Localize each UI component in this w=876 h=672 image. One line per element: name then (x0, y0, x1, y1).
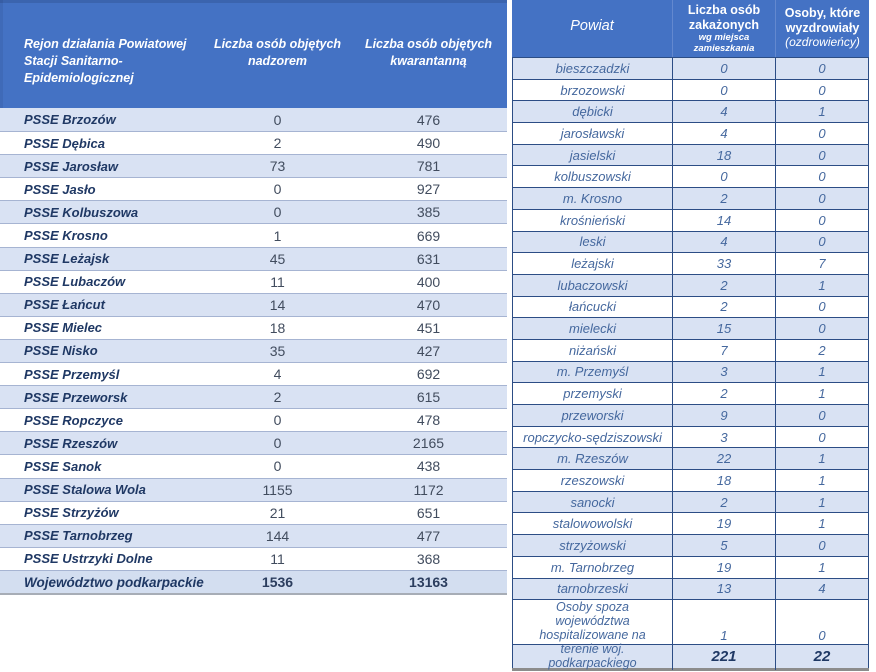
psse-name: PSSE Brzozów (24, 112, 116, 128)
powiat-zakazonych-value: 18 (672, 470, 775, 491)
column-header-rejon: Rejon działania Powiatowej Stacji Sanitarno-Epidemiologicznej (24, 37, 187, 85)
powiat-wyzdrowialy-value: 7 (775, 253, 868, 274)
powiat-wyzdrowialy-value: 2 (775, 340, 868, 361)
powiat-name: strzyżowski (559, 537, 626, 553)
powiat-table-row (513, 447, 868, 469)
powiat-name: m. Krosno (562, 190, 623, 206)
powiat-wyzdrowialy-value: 0 (775, 232, 868, 253)
powiat-name: jasielski (569, 147, 616, 163)
powiat-zakazonych-value: 7 (672, 340, 775, 361)
column-header-wyzdrowialy-sub: (ozdrowieńcy) (785, 35, 860, 49)
psse-nadzor-value: 0 (273, 181, 282, 198)
powiat-table-body (513, 57, 868, 671)
powiat-name: krośnieński (559, 212, 626, 228)
powiat-name: leski (579, 234, 606, 250)
powiat-table-row (513, 231, 868, 253)
powiat-total-wyzdrowialy: 22 (775, 645, 868, 668)
psse-name: PSSE Tarnobrzeg (24, 528, 133, 544)
psse-nadzor-value: 1 (273, 227, 282, 244)
psse-nadzor-value: 45 (269, 250, 286, 267)
powiat-table-row (513, 426, 868, 448)
psse-kwarantanna-value: 2165 (412, 435, 445, 452)
powiat-name: kolbuszowski (554, 169, 631, 185)
powiat-zakazonych-value: 18 (672, 145, 775, 166)
psse-nadzor-value: 2 (273, 389, 282, 406)
powiat-table-row (513, 187, 868, 209)
powiat-zakazonych-value: 3 (672, 362, 775, 383)
psse-table-row (0, 362, 507, 385)
powiat-name: bieszczadzki (555, 60, 630, 76)
psse-table-row (0, 524, 507, 547)
psse-name: PSSE Dębica (24, 135, 105, 151)
powiat-wyzdrowialy-value: 1 (775, 275, 868, 296)
powiat-table-body-wrap (512, 57, 869, 671)
psse-name: PSSE Strzyżów (24, 505, 119, 521)
psse-kwarantanna-value: 651 (416, 504, 441, 521)
psse-table-row (0, 131, 507, 154)
psse-kwarantanna-value: 631 (416, 250, 441, 267)
psse-kwarantanna-value: 669 (416, 227, 441, 244)
powiat-wyzdrowialy-value: 0 (775, 166, 868, 187)
psse-name: PSSE Lubaczów (24, 274, 126, 290)
powiat-total-empty-cell (513, 645, 672, 668)
powiat-wyzdrowialy-value: 1 (775, 448, 868, 469)
psse-nadzor-value: 0 (273, 435, 282, 452)
powiat-zakazonych-value: 5 (672, 535, 775, 556)
psse-name: PSSE Krosno (24, 228, 108, 244)
psse-kwarantanna-value: 477 (416, 527, 441, 544)
powiat-table-row (513, 578, 868, 600)
psse-kwarantanna-value: 368 (416, 550, 441, 567)
powiat-zakazonych-value: 19 (672, 557, 775, 578)
powiat-zakazonych-value: 14 (672, 210, 775, 231)
psse-kwarantanna-value: 385 (416, 204, 441, 221)
powiat-zakazonych-value: 4 (672, 101, 775, 122)
column-header-zakazonych-main: Liczba osób zakażonych (687, 3, 761, 32)
column-header-powiat: Powiat (570, 17, 614, 34)
psse-total-row (0, 570, 507, 594)
psse-nadzor-value: 0 (273, 111, 282, 128)
powiat-zakazonych-value: 0 (672, 58, 775, 79)
powiat-zakazonych-value: 0 (672, 80, 775, 101)
psse-name: PSSE Łańcut (24, 297, 105, 313)
powiat-table-row (513, 165, 868, 187)
powiat-table (512, 0, 869, 671)
powiat-table-row (513, 57, 868, 79)
powiat-name: niżański (569, 342, 616, 358)
psse-nadzor-value: 35 (269, 342, 286, 359)
powiat-name: m. Rzeszów (557, 451, 628, 467)
psse-table-row (0, 547, 507, 570)
psse-nadzor-value: 18 (269, 319, 286, 336)
psse-kwarantanna-value: 438 (416, 458, 441, 475)
powiat-zakazonych-value: 13 (672, 579, 775, 600)
psse-kwarantanna-value: 400 (416, 273, 441, 290)
psse-table-row (0, 454, 507, 477)
psse-nadzor-value: 11 (270, 550, 285, 567)
psse-table-row (0, 223, 507, 246)
psse-table-row (0, 154, 507, 177)
psse-name: PSSE Sanok (24, 458, 102, 474)
powiat-wyzdrowialy-value: 0 (775, 210, 868, 231)
psse-table-row (0, 270, 507, 293)
powiat-table-row (513, 339, 868, 361)
powiat-zakazonych-value: 22 (672, 448, 775, 469)
psse-nadzor-value: 73 (269, 158, 286, 175)
powiat-wyzdrowialy-value: 0 (775, 123, 868, 144)
powiat-table-row (513, 317, 868, 339)
psse-total-label: Województwo podkarpackie (24, 574, 204, 590)
column-header-zakazonych (672, 0, 775, 57)
psse-table-row (0, 108, 507, 131)
powiat-name: rzeszowski (560, 472, 625, 488)
powiat-name: dębicki (572, 104, 613, 120)
psse-nadzor-value: 0 (273, 458, 282, 475)
psse-table-row (0, 316, 507, 339)
psse-name: PSSE Mielec (24, 320, 103, 336)
psse-kwarantanna-value: 470 (416, 296, 441, 313)
powiat-name: lubaczowski (557, 277, 628, 293)
powiat-table-row (513, 122, 868, 144)
powiat-wyzdrowialy-value: 0 (775, 80, 868, 101)
psse-kwarantanna-value: 476 (416, 111, 441, 128)
powiat-wyzdrowialy-value: 0 (775, 318, 868, 339)
powiat-wyzdrowialy-value: 0 (775, 297, 868, 318)
psse-kwarantanna-value: 615 (416, 389, 441, 406)
psse-nadzor-value: 2 (273, 135, 282, 152)
powiat-table-header (512, 0, 869, 57)
powiat-name: m. Przemyśl (556, 364, 629, 380)
powiat-wyzdrowialy-value: 1 (775, 492, 868, 513)
psse-kwarantanna-value: 927 (416, 181, 441, 198)
powiat-zakazonych-value: 3 (672, 427, 775, 448)
powiat-zakazonych-value: 4 (672, 232, 775, 253)
psse-table-row (0, 431, 507, 454)
psse-nadzor-value: 0 (273, 412, 282, 429)
psse-table-row (0, 339, 507, 362)
powiat-wyzdrowialy-value: 1 (775, 383, 868, 404)
powiat-wyzdrowialy-value: 1 (775, 557, 868, 578)
powiat-zakazonych-value: 2 (672, 383, 775, 404)
psse-name: PSSE Rzeszów (24, 435, 118, 451)
powiat-zakazonych-value: 1 (672, 600, 775, 670)
powiat-wyzdrowialy-value: 1 (775, 470, 868, 491)
powiat-table-row (513, 469, 868, 491)
psse-kwarantanna-value: 692 (416, 366, 441, 383)
powiat-wyzdrowialy-value: 0 (775, 405, 868, 426)
powiat-name: m. Tarnobrzeg (550, 559, 635, 575)
powiat-wyzdrowialy-value: 1 (775, 513, 868, 534)
column-header-wyzdrowialy-main: Osoby, które wyzdrowiały (784, 6, 861, 35)
psse-nadzor-value: 11 (270, 273, 285, 290)
powiat-table-row (513, 79, 868, 101)
psse-kwarantanna-value: 478 (416, 412, 441, 429)
powiat-zakazonych-value: 19 (672, 513, 775, 534)
powiat-name: przemyski (563, 386, 622, 402)
psse-kwarantanna-value: 451 (416, 319, 441, 336)
psse-table-row (0, 385, 507, 408)
psse-kwarantanna-value: 1172 (413, 481, 444, 498)
powiat-table-row (513, 252, 868, 274)
psse-table-row (0, 501, 507, 524)
powiat-zakazonych-value: 15 (672, 318, 775, 339)
powiat-table-row (513, 512, 868, 534)
powiat-wyzdrowialy-value: 4 (775, 579, 868, 600)
psse-table-row (0, 408, 507, 431)
powiat-table-row (513, 144, 868, 166)
column-header-wyzdrowialy (775, 0, 869, 57)
powiat-table-row (513, 209, 868, 231)
psse-name: PSSE Jarosław (24, 158, 118, 174)
psse-kwarantanna-value: 427 (416, 342, 441, 359)
psse-name: PSSE Ustrzyki Dolne (24, 551, 153, 567)
psse-kwarantanna-value: 490 (416, 135, 441, 152)
powiat-wyzdrowialy-value: 0 (775, 188, 868, 209)
psse-table-row (0, 293, 507, 316)
powiat-wyzdrowialy-value: 1 (775, 362, 868, 383)
column-header-zakazonych-sub: wg miejsca zamieszkania (693, 32, 755, 54)
powiat-table-row (513, 274, 868, 296)
psse-table-header (0, 0, 507, 108)
psse-table-body (0, 108, 507, 570)
powiat-name: łańcucki (569, 299, 616, 315)
powiat-name: Osoby spoza województwa hospitalizowane na terenie woj. podkarpackiego (539, 600, 646, 671)
powiat-name: sanocki (570, 494, 615, 510)
powiat-name: stalowowolski (552, 516, 633, 532)
powiat-wyzdrowialy-value: 0 (775, 427, 868, 448)
psse-name: PSSE Nisko (24, 343, 98, 359)
powiat-name: tarnobrzeski (557, 581, 628, 597)
psse-name: PSSE Stalowa Wola (24, 482, 146, 498)
psse-name: PSSE Przeworsk (24, 389, 128, 405)
psse-total-kwarantanna: 13163 (409, 574, 448, 591)
powiat-wyzdrowialy-value: 0 (775, 535, 868, 556)
psse-name: PSSE Leżajsk (24, 251, 110, 267)
powiat-wyzdrowialy-value: 0 (775, 145, 868, 166)
powiat-name: przeworski (561, 407, 624, 423)
powiat-table-row (513, 534, 868, 556)
psse-kwarantanna-value: 781 (416, 158, 441, 175)
powiat-total-zakazonych: 221 (672, 645, 775, 668)
psse-table-row (0, 177, 507, 200)
powiat-total-row (513, 644, 868, 668)
psse-nadzor-value: 1155 (262, 481, 293, 498)
powiat-table-row (513, 382, 868, 404)
powiat-zakazonych-value: 2 (672, 188, 775, 209)
powiat-table-row (513, 296, 868, 318)
psse-table-row (0, 247, 507, 270)
powiat-zakazonych-value: 2 (672, 492, 775, 513)
powiat-table-row (513, 556, 868, 578)
psse-table-row (0, 200, 507, 223)
powiat-name: brzozowski (560, 82, 625, 98)
powiat-table-row (513, 100, 868, 122)
powiat-wyzdrowialy-value: 0 (775, 600, 868, 670)
psse-nadzor-value: 4 (273, 366, 282, 383)
psse-name: PSSE Jasło (24, 181, 96, 197)
powiat-zakazonych-value: 9 (672, 405, 775, 426)
psse-total-nadzor: 1536 (261, 574, 294, 591)
psse-nadzor-value: 21 (269, 504, 286, 521)
powiat-table-row (513, 361, 868, 383)
powiat-table-row (513, 404, 868, 426)
powiat-name: mielecki (569, 321, 616, 337)
powiat-zakazonych-value: 2 (672, 275, 775, 296)
psse-nadzor-value: 0 (273, 204, 282, 221)
powiat-name: leżajski (571, 256, 614, 272)
psse-nadzor-value: 144 (265, 527, 290, 544)
powiat-wyzdrowialy-value: 0 (775, 58, 868, 79)
powiat-zakazonych-value: 33 (672, 253, 775, 274)
powiat-table-row (513, 491, 868, 513)
psse-table-row (0, 478, 507, 501)
psse-nadzor-value: 14 (269, 296, 286, 313)
powiat-zakazonych-value: 4 (672, 123, 775, 144)
powiat-name: jarosławski (560, 125, 625, 141)
powiat-zakazonych-value: 2 (672, 297, 775, 318)
column-header-kwarantanna: Liczba osób objętych kwarantanną (364, 37, 493, 68)
psse-name: PSSE Przemyśl (24, 366, 120, 382)
psse-name: PSSE Ropczyce (24, 412, 123, 428)
powiat-zakazonych-value: 0 (672, 166, 775, 187)
powiat-name: ropczycko-sędziszowski (523, 429, 662, 445)
psse-name: PSSE Kolbuszowa (24, 204, 139, 220)
powiat-wyzdrowialy-value: 1 (775, 101, 868, 122)
column-header-nadzor: Liczba osób objętych nadzorem (213, 37, 342, 68)
